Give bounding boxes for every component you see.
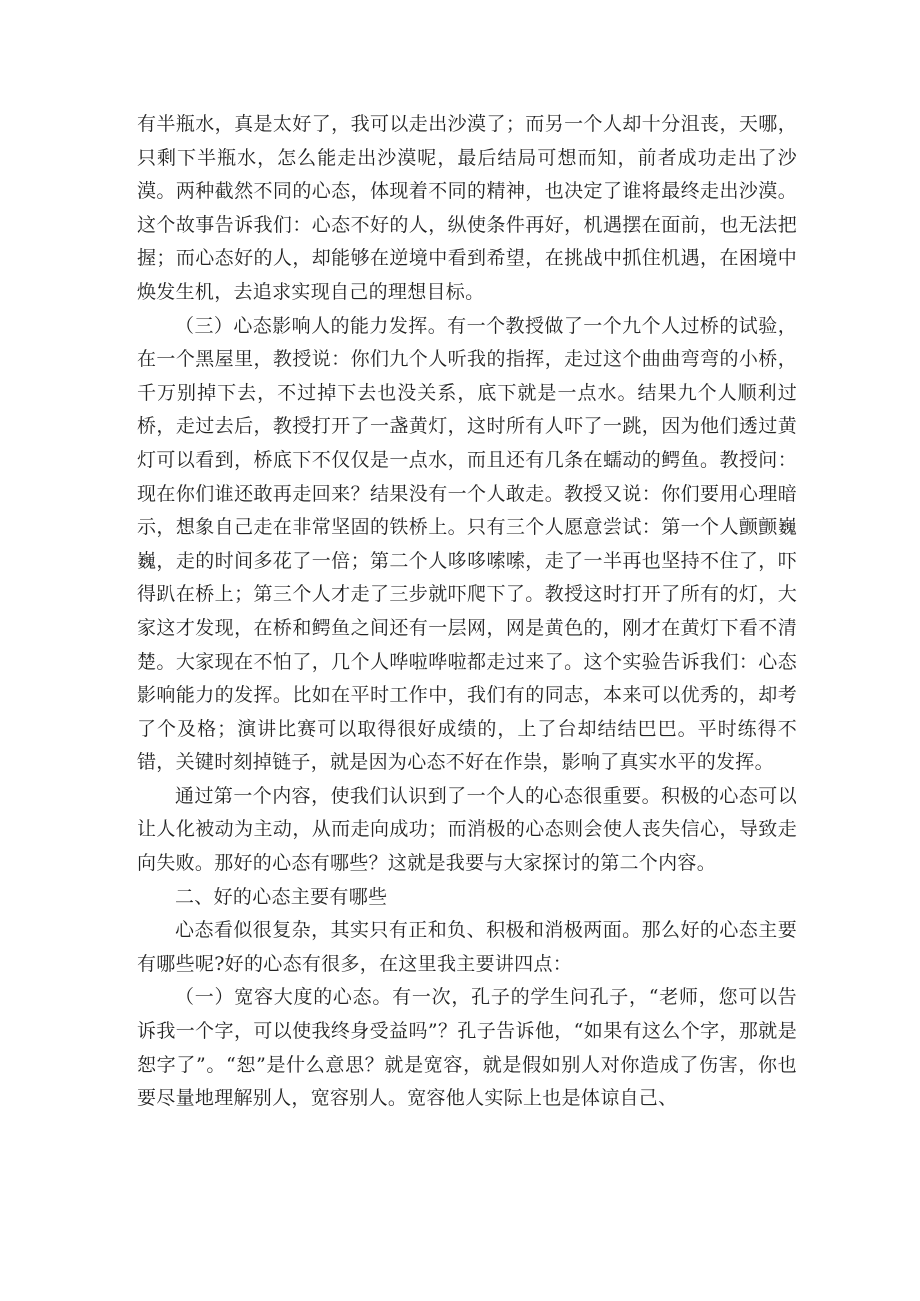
paragraph-summary-transition: 通过第一个内容，使我们认识到了一个人的心态很重要。积极的心态可以让人化被动为主动，从而走向成功；而消极的心态则会使人丧失信心，导致走向失败。那好的心态有哪些？这就是我要与大家探讨的第二个内容。: [137, 784, 797, 875]
paragraph-tolerance-section: （一）宽容大度的心态。有一次，孔子的学生问孔子，“老师，您可以告诉我一个字，可以使我终身受益吗”？孔子告诉他，“如果有这么个字，那就是恕字了”。“恕”是什么意思？就是宽容，就是假如别人对你造成了伤害，你也要尽量地理解别人，宽容别人。宽容他人实际上也是体谅自己、: [137, 986, 797, 1110]
document-body: [137, 108, 797, 1116]
section-heading-good-mindsets: 二、好的心态主要有哪些: [175, 885, 388, 908]
paragraph-ability-section: （三）心态影响人的能力发挥。有一个教授做了一个九个人过桥的试验，在一个黑屋里，教授说：你们九个人听我的指挥，走过这个曲曲弯弯的小桥，千万别掉下去，不过掉下去也没关系，底下就是一点水。结果九个人顺利过桥，走过去后，教授打开了一盏黄灯，这时所有人吓了一跳，因为他们透过黄灯可以看到，桥底下不仅仅是一点水，而且还有几条在蠕动的鳄鱼。教授问：现在你们谁还敢再走回来？结果没有一个人敢走。教授又说：你们要用心理暗示，想象自己走在非常坚固的铁桥上。只有三个人愿意尝试：第一个人颤颤巍巍，走的时间多花了一倍；第二个人哆哆嗦嗦，走了一半再也坚持不住了，吓得趴在桥上；第三个人才走了三步就吓爬下了。教授这时打开了所有的灯，大家这才发现，在桥和鳄鱼之间还有一层网，网是黄色的，刚才在黄灯下看不清楚。大家现在不怕了，几个人哗啦哗啦都走过来了。这个实验告诉我们：心态影响能力的发挥。比如在平时工作中，我们有的同志，本来可以优秀的，却考了个及格；演讲比赛可以取得很好成绩的，上了台却结结巴巴。平时练得不错，关键时刻掉链子，就是因为心态不好在作祟，影响了真实水平的发挥。: [137, 314, 797, 774]
paragraph-mindset-overview: 心态看似很复杂，其实只有正和负、积极和消极两面。那么好的心态主要有哪些呢?好的心态有很多，在这里我主要讲四点：: [137, 919, 797, 975]
paragraph-story-conclusion: 有半瓶水，真是太好了，我可以走出沙漠了；而另一个人却十分沮丧，天哪，只剩下半瓶水，怎么能走出沙漠呢，最后结局可想而知，前者成功走出了沙漠。两种截然不同的心态，体现着不同的精神，也决定了谁将最终走出沙漠。这个故事告诉我们：心态不好的人，纵使条件再好，机遇摆在面前，也无法把握；而心态好的人，却能够在逆境中看到希望，在挑战中抓住机遇，在困境中焕发生机，去追求实现自己的理想目标。: [137, 113, 797, 303]
